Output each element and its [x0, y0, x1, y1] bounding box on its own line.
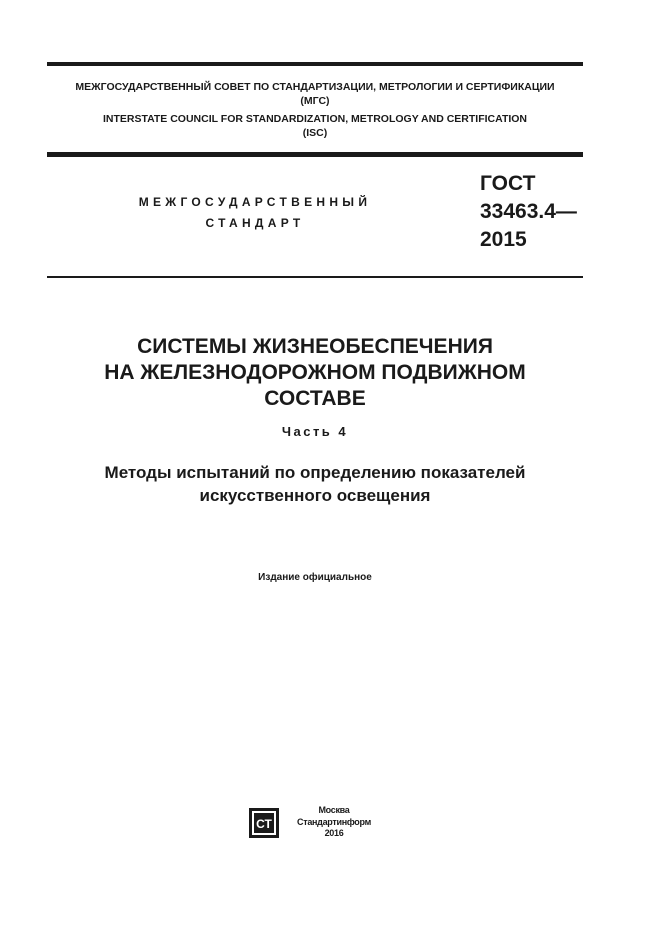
edition-label: Издание официальное	[258, 572, 372, 583]
document-subtitle	[47, 461, 583, 507]
publisher-city: Москва	[318, 805, 350, 815]
standard-type	[120, 192, 390, 234]
middle-rule	[47, 152, 583, 157]
document-subtitle-line1: Методы испытаний по определению показателей	[104, 463, 526, 482]
council-name-ru	[47, 80, 583, 108]
part-number: Часть 4	[281, 424, 349, 439]
standard-type-line1: МЕЖГОСУДАРСТВЕННЫЙ	[138, 195, 372, 209]
council-abbr-en: (ISC)	[302, 127, 328, 139]
bottom-rule	[47, 276, 583, 278]
gost-prefix: ГОСТ	[480, 172, 536, 195]
gost-number: 33463.4—	[480, 200, 577, 223]
council-name-en	[47, 112, 583, 140]
council-name-ru-line1: МЕЖГОСУДАРСТВЕННЫЙ СОВЕТ ПО СТАНДАРТИЗАЦИИ, МЕТРОЛОГИИ И СЕРТИФИКАЦИИ	[75, 81, 555, 93]
document-title-line2: НА ЖЕЛЕЗНОДОРОЖНОМ ПОДВИЖНОМ	[104, 361, 526, 384]
gost-year: 2015	[480, 228, 527, 251]
document-title-line3: СОСТАВЕ	[264, 387, 366, 410]
council-abbr-ru: (МГС)	[300, 95, 330, 107]
standartinform-logo-icon	[249, 808, 279, 838]
gost-designation	[480, 170, 577, 254]
document-title	[47, 334, 583, 412]
top-rule	[47, 62, 583, 66]
standard-type-line2: СТАНДАРТ	[205, 216, 305, 230]
publisher-name: Стандартинформ	[297, 816, 371, 827]
document-title-line1: СИСТЕМЫ ЖИЗНЕОБЕСПЕЧЕНИЯ	[137, 335, 493, 358]
council-name-en-line1: INTERSTATE COUNCIL FOR STANDARDIZATION, METROLOGY AND CERTIFICATION	[102, 113, 528, 125]
document-subtitle-line2: искусственного освещения	[199, 486, 431, 505]
publisher-year: 2016	[324, 828, 344, 838]
publisher-block	[292, 805, 376, 840]
logo-text: СТ	[256, 817, 272, 831]
